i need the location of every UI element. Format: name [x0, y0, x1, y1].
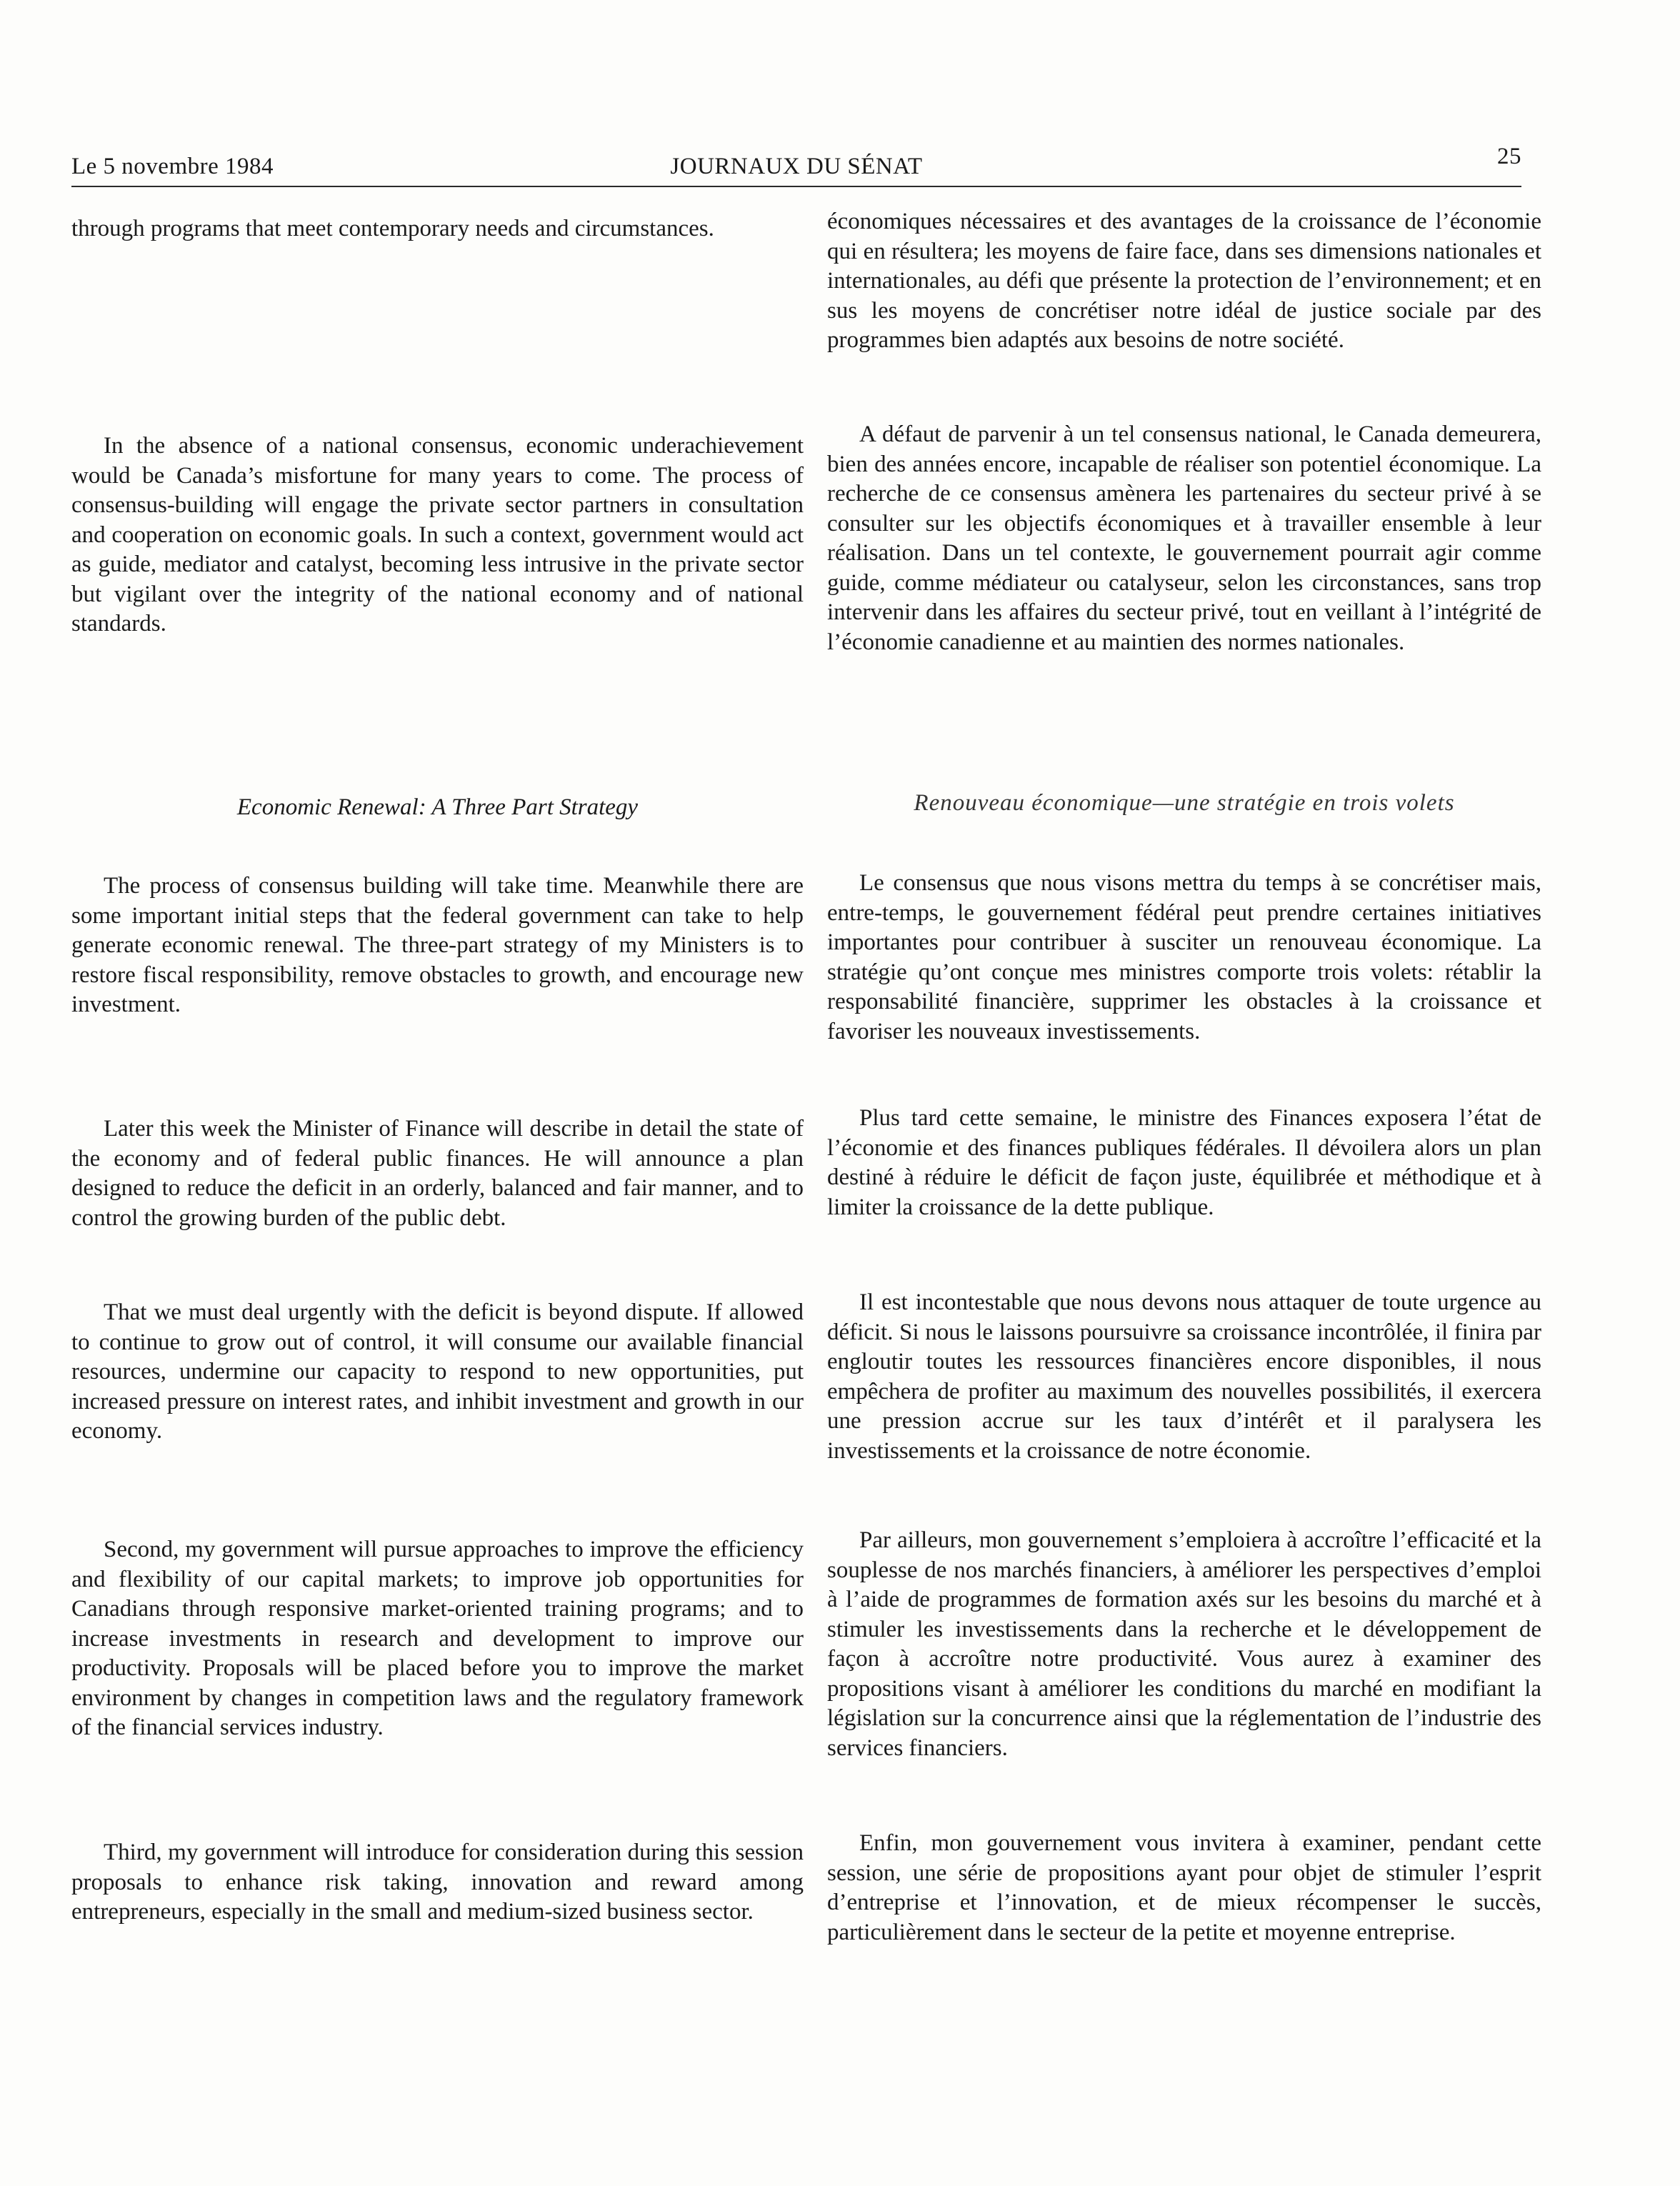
page-header	[71, 143, 1521, 187]
left-paragraph-6: Second, my government will pursue approaches to improve the efficiency and flexibility of our capital markets; to improve job opportunities for Canadians through responsive market-oriented training programs; and to increase investments in research and development to improve our productivity. Proposals will be placed before you to improve the market environment by changes in competition laws and the regulatory framework of the financial services industry.	[71, 1537, 804, 1740]
header-date: Le 5 novembre 1984	[71, 154, 274, 179]
right-paragraph-4: Plus tard cette semaine, le ministre des Finances exposera l’état de l’économie et des finances publiques fédérales. Il dévoilera alors un plan destiné à réduire le déficit de façon juste, équilibrée et méthodique et à limiter la croissance de la dette publique.	[827, 1105, 1541, 1220]
left-paragraph-5: That we must deal urgently with the deficit is beyond dispute. If allowed to continue to grow out of control, it will consume our available financial resources, undermine our capacity to respond to new opportunities, put increased pressure on interest rates, and inhibit investment and growth in our economy.	[71, 1299, 804, 1444]
left-paragraph-4: Later this week the Minister of Finance will describe in detail the state of the economy and of federal public finances. He will announce a plan designed to reduce the deficit in an orderly, balanced and fair manner, and to control the growing burden of the public debt.	[71, 1116, 804, 1231]
left-paragraph-7: Third, my government will introduce for consideration during this session proposals to enhance risk taking, innovation and reward among entrepreneurs, especially in the small and medium-sized business sector.	[71, 1840, 804, 1925]
right-section-heading: Renouveau économique—une stratégie en trois volets	[914, 790, 1455, 816]
left-section-heading: Economic Renewal: A Three Part Strategy	[236, 794, 639, 820]
page-number: 25	[1497, 144, 1521, 169]
left-paragraph-1: through programs that meet contemporary needs and circumstances.	[71, 216, 714, 241]
right-paragraph-5: Il est incontestable que nous devons nous attaquer de toute urgence au déficit. Si nous le laissons poursuivre sa croissance incontrôlée, il finira par engloutir toutes les ressources financières encore disponibles, il nous empêchera de profiter au maximum des nouvelles possibilités, il exercera une pression accrue sur les taux d’intérêt et il paralysera les investissements et la croissance de notre économie.	[827, 1289, 1541, 1464]
right-paragraph-7: Enfin, mon gouvernement vous invitera à examiner, pendant cette session, une série de propositions ayant pour objet de stimuler l’esprit d’entreprise et l’innovation, et de mieux récompenser le succès, particulièrement dans le secteur de la petite et moyenne entreprise.	[827, 1830, 1541, 1945]
left-paragraph-2: In the absence of a national consensus, economic underachievement would be Canada’s misfortune for many years to come. The process of consensus-building will engage the private sector partners in consultation and cooperation on economic goals. In such a context, government would act as guide, mediator and catalyst, becoming less intrusive in the private sector but vigilant over the integrity of the national economy and of national standards.	[71, 433, 804, 637]
right-paragraph-2: A défaut de parvenir à un tel consensus national, le Canada demeurera, bien des années encore, incapable de réaliser son potentiel économique. La recherche de ce consensus amènera les partenaires du secteur privé à se consulter sur les objectifs économiques et à travailler ensemble à leur réalisation. Dans un tel contexte, le gouvernement pourrait agir comme guide, comme médiateur ou catalyseur, selon les circonstances, sans trop intervenir dans les affaires du secteur privé, tout en veillant à l’intégrité de l’économie canadienne et au maintien des normes nationales.	[827, 421, 1541, 655]
right-paragraph-3: Le consensus que nous visons mettra du temps à se concrétiser mais, entre-temps, le gouvernement fédéral peut prendre certaines initiatives importantes pour contribuer à susciter un renouveau économique. La stratégie qu’ont conçue mes ministres comporte trois volets: rétablir la responsabilité financière, supprimer les obstacles à la croissance et favoriser les nouveaux investissements.	[827, 870, 1541, 1044]
right-paragraph-6: Par ailleurs, mon gouvernement s’emploiera à accroître l’efficacité et la souplesse de nos marchés financiers, à améliorer les perspectives d’emploi à l’aide de programmes de formation axés sur les besoins du marché et à stimuler les investissements dans la recherche et le développement de façon à accroître notre productivité. Vous aurez à examiner des propositions visant à améliorer les conditions du marché en modifiant la législation sur la concurrence ainsi que la réglementation de l’industrie des services financiers.	[827, 1527, 1541, 1761]
right-paragraph-1: économiques nécessaires et des avantages de la croissance de l’économie qui en résultera; les moyens de faire face, dans ses dimensions nationales et internationales, au défi que présente la protection de l’environnement; et en sus les moyens de concrétiser notre idéal de justice sociale par des programmes bien adaptés aux besoins de notre société.	[827, 209, 1541, 353]
left-paragraph-3: The process of consensus building will take time. Meanwhile there are some important initial steps that the federal government can take to help generate economic renewal. The three-part strategy of my Ministers is to restore fiscal responsibility, remove obstacles to growth, and encourage new investment.	[71, 873, 804, 1017]
header-title: JOURNAUX DU SÉNAT	[670, 154, 923, 179]
